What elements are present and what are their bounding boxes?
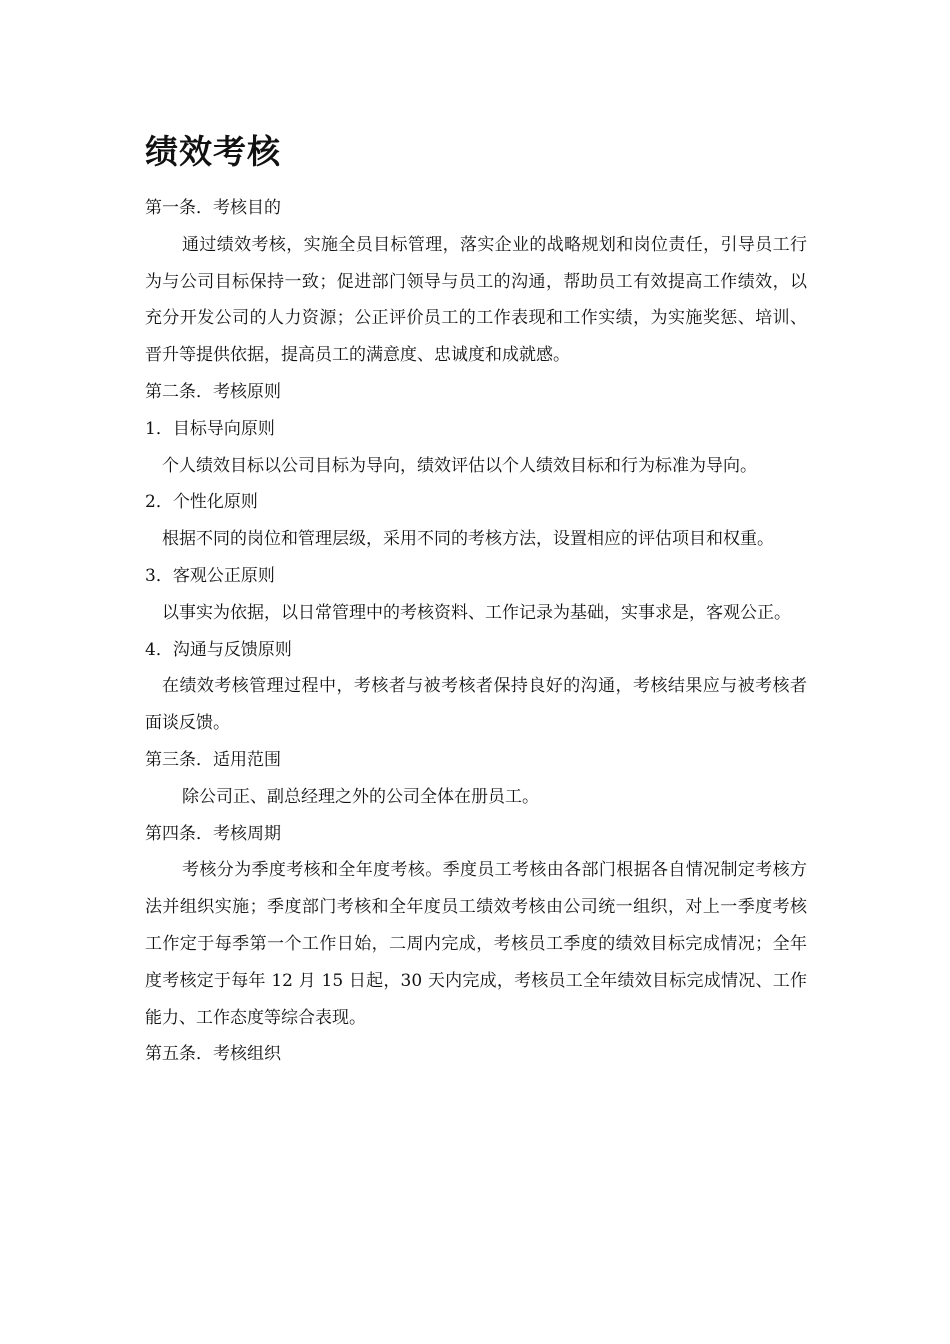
- section-heading-principles: 第二条．考核原则: [145, 381, 281, 402]
- section-heading-scope: 第三条．适用范围: [145, 749, 281, 770]
- paragraph-goal-oriented: 个人绩效目标以公司目标为导向，绩效评估以个人绩效目标和行为标准为导向。: [162, 455, 757, 476]
- section-heading-cycle: 第四条．考核周期: [145, 823, 281, 844]
- section-heading-purpose: 第一条．考核目的: [145, 198, 281, 218]
- principle-heading-objective: 3．客观公正原则: [145, 565, 275, 586]
- paragraph-cycle: 考核分为季度考核和全年度考核。季度员工考核由各部门根据各自情况制定考核方法并组织实施；季度部门考核和全年度员工绩效考核由公司统一组织，对上一季度考核工作定于每季第一个工作日始，二周内完成，考核员工季度的绩效目标完成情况；全年度考核定于每年 12 月 15 日起，30 天内完成，考核员工全年绩效目标完成情况、工作能力、工作态度等综合表现。: [145, 860, 807, 1028]
- section-heading-organization: 第五条．考核组织: [145, 1044, 281, 1065]
- paragraph-personalized: 根据不同的岗位和管理层级，采用不同的考核方法，设置相应的评估项目和权重。: [162, 529, 774, 550]
- principle-heading-communication: 4．沟通与反馈原则: [145, 639, 292, 660]
- paragraph-scope: 除公司正、副总经理之外的公司全体在册员工。: [182, 786, 539, 807]
- principle-heading-personalized: 2．个性化原则: [145, 492, 258, 513]
- paragraph-objective: 以事实为依据，以日常管理中的考核资料、工作记录为基础，实事求是，客观公正。: [162, 602, 791, 623]
- document-title: 绩效考核: [145, 132, 281, 171]
- paragraph-purpose: 通过绩效考核，实施全员目标管理，落实企业的战略规划和岗位责任，引导员工行为与公司目标保持一致；促进部门领导与员工的沟通，帮助员工有效提高工作绩效，以充分开发公司的人力资源；公正评价员工的工作表现和工作实绩，为实施奖惩、培训、晋升等提供依据，提高员工的满意度、忠诚度和成就感。: [145, 234, 807, 366]
- paragraph-communication: 在绩效考核管理过程中，考核者与被考核者保持良好的沟通，考核结果应与被考核者面谈反馈。: [145, 676, 807, 734]
- principle-heading-goal-oriented: 1．目标导向原则: [145, 418, 275, 439]
- document-body: [145, 128, 807, 1073]
